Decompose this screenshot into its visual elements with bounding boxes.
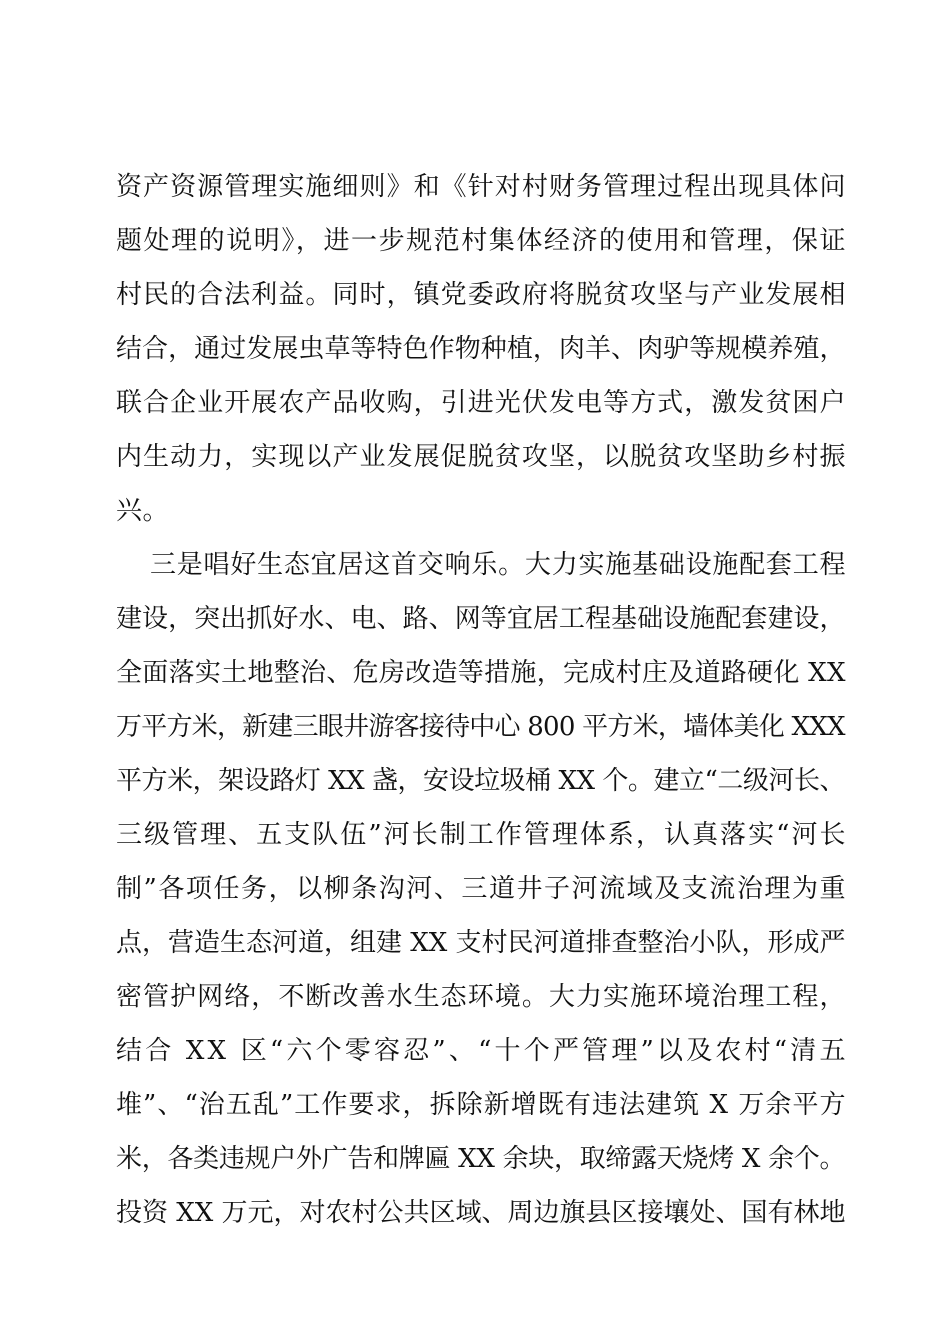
text-line: 内生动力，实现以产业发展促脱贫攻坚，以脱贫攻坚助乡村振 <box>116 442 847 472</box>
text-line: 平方米，架设路灯 XX 盏，安设垃圾桶 XX 个。建立“二级河长、 <box>116 766 846 796</box>
text-line: 米，各类违规户外广告和牌匾 XX 余块，取缔露天烧烤 X 余个。 <box>116 1144 846 1174</box>
text-line: 密管护网络，不断改善水生态环境。大力实施环境治理工程， <box>116 982 847 1012</box>
text-line: 三级管理、五支队伍”河长制工作管理体系，认真落实“河长 <box>116 820 848 850</box>
text-line: 资产资源管理实施细则》和《针对村财务管理过程出现具体问 <box>116 172 847 202</box>
text-line: 万平方米，新建三眼井游客接待中心 800 平方米，墙体美化 XXX <box>116 712 845 742</box>
text-line: 结合，通过发展虫草等特色作物种植，肉羊、肉驴等规模养殖， <box>116 334 846 364</box>
text-line: 投资 XX 万元，对农村公共区域、周边旗县区接壤处、国有林地 <box>116 1198 846 1228</box>
text-line: 堆”、“治五乱”工作要求，拆除新增既有违法建筑 X 万余平方 <box>116 1090 847 1120</box>
text-line: 全面落实土地整治、危房改造等措施，完成村庄及道路硬化 XX <box>116 658 846 688</box>
text-line: 兴。 <box>116 496 170 526</box>
text-line: 点，营造生态河道，组建 XX 支村民河道排查整治小队，形成严 <box>116 928 846 958</box>
text-line: 制”各项任务，以柳条沟河、三道井子河流域及支流治理为重 <box>116 874 848 904</box>
text-line: 三是唱好生态宜居这首交响乐。大力实施基础设施配套工程 <box>150 550 847 580</box>
text-line: 结合 XX 区“六个零容忍”、“十个严管理”以及农村“清五 <box>116 1036 849 1066</box>
text-line: 联合企业开展农产品收购，引进光伏发电等方式，激发贫困户 <box>116 388 847 418</box>
text-line: 村民的合法利益。同时，镇党委政府将脱贫攻坚与产业发展相 <box>116 280 847 310</box>
text-line: 建设，突出抓好水、电、路、网等宜居工程基础设施配套建设， <box>116 604 846 634</box>
text-line: 题处理的说明》，进一步规范村集体经济的使用和管理，保证 <box>116 226 848 256</box>
